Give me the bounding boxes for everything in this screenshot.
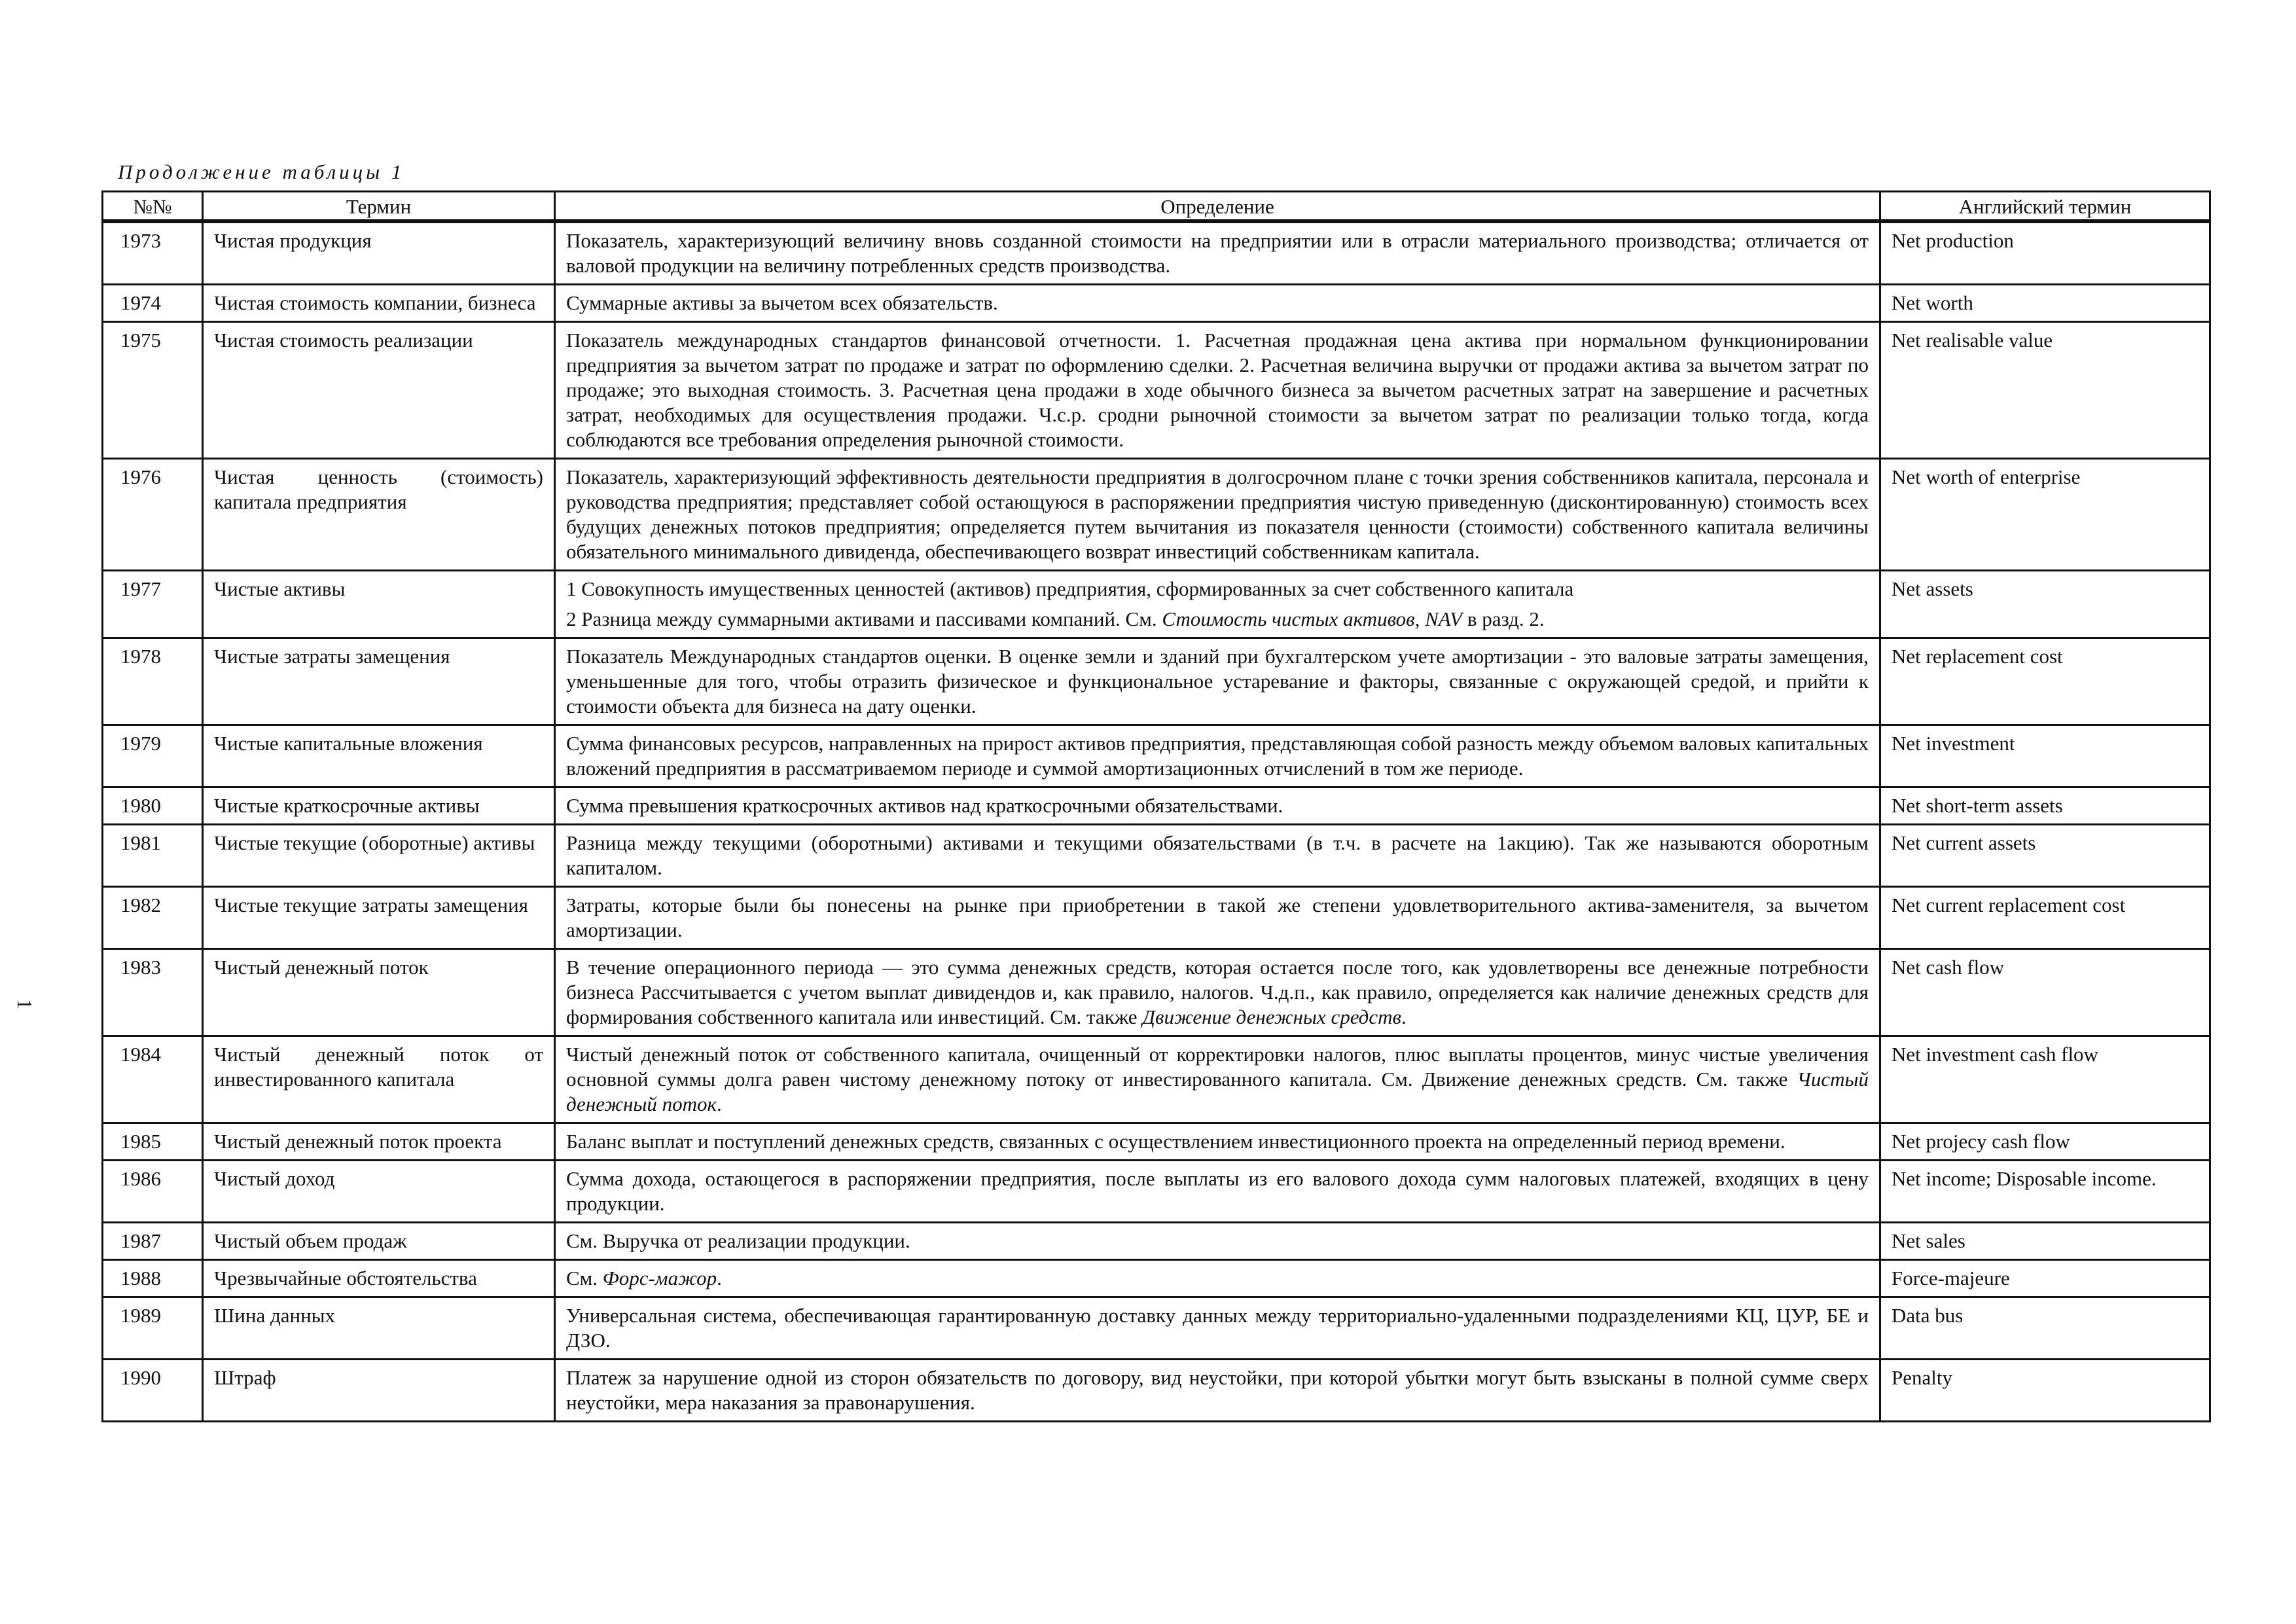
term-definition (555, 825, 1880, 887)
definition-text: Разница между текущими (оборотными) активами и текущими обязательствами (в т.ч. в расчете на 1акцию). Так же называются оборотным капиталом. (566, 831, 1869, 879)
term-russian: Чистый денежный поток от инвестированного капитала (203, 1036, 555, 1123)
definition-text: Сумма финансовых ресурсов, направленных на прирост активов предприятия, представляющая собой разность между объемом валовых капитальных вложений предприятия в рассматриваемом периоде и суммой амортизационных отчислений в том же периоде. (566, 732, 1869, 780)
definition-line (566, 1365, 1869, 1415)
term-english: Net assets (1880, 571, 2210, 638)
definition-line (566, 1166, 1869, 1216)
cross-reference: Чистый денежный поток (566, 1068, 1869, 1115)
term-english: Net investment cash flow (1880, 1036, 2210, 1123)
definition-line (566, 607, 1869, 632)
term-definition (555, 949, 1880, 1036)
header-number: №№ (103, 192, 203, 222)
term-russian: Чистые капитальные вложения (203, 725, 555, 787)
table-row (103, 1223, 2210, 1260)
term-number: 1985 (103, 1123, 203, 1161)
term-russian: Чистые текущие (оборотные) активы (203, 825, 555, 887)
page-number: 1 (13, 999, 37, 1009)
definition-text: Показатель, характеризующий величину вновь созданной стоимости на предприятии или в отрасли материального производства; отличается от валовой продукции на величину потребленных средств производства. (566, 229, 1869, 277)
definition-text: Баланс выплат и поступлений денежных средств, связанных с осуществлением инвестиционного проекта на определенный период времени. (566, 1130, 1785, 1153)
term-definition (555, 1036, 1880, 1123)
term-number: 1977 (103, 571, 203, 638)
table-row (103, 1036, 2210, 1123)
definition-text: Сумма дохода, остающегося в распоряжении предприятия, после выплаты из его валового дохода сумм налоговых платежей, входящих в цену продукции. (566, 1167, 1869, 1215)
term-number: 1976 (103, 459, 203, 571)
term-russian: Чистые краткосрочные активы (203, 787, 555, 825)
definition-line (566, 1266, 1869, 1291)
term-number: 1981 (103, 825, 203, 887)
table-row (103, 459, 2210, 571)
term-russian: Чистая стоимость компании, бизнеса (203, 285, 555, 322)
definition-text: См. Выручка от реализации продукции. (566, 1229, 910, 1252)
table-body (103, 221, 2210, 1422)
header-term: Термин (203, 192, 555, 222)
definition-line (566, 1303, 1869, 1353)
term-english: Net current assets (1880, 825, 2210, 887)
definition-line (566, 291, 1869, 316)
term-definition (555, 571, 1880, 638)
term-russian: Чистые текущие затраты замещения (203, 887, 555, 949)
term-definition (555, 725, 1880, 787)
term-definition (555, 459, 1880, 571)
term-number: 1974 (103, 285, 203, 322)
term-russian: Чистый объем продаж (203, 1223, 555, 1260)
term-english: Net investment (1880, 725, 2210, 787)
definition-text: 1 Совокупность имущественных ценностей (активов) предприятия, сформированных за счет собственного капитала (566, 577, 1574, 600)
term-english: Net short-term assets (1880, 787, 2210, 825)
cross-reference: Форс-мажор (602, 1267, 717, 1290)
definition-tail: . (717, 1267, 722, 1290)
definition-tail: . (717, 1092, 722, 1115)
definition-text: Чистый денежный поток от собственного капитала, очищенный от корректировки налогов, плюс выплаты процентов, минус чистые увеличения основной суммы долга равен чистому денежному потоку от инвестированного капитала. См. Движение денежных средств. См. также (566, 1043, 1869, 1091)
definition-text: Показатель, характеризующий эффективность деятельности предприятия в долгосрочном плане с точки зрения собственников капитала, персонала и руководства предприятия; представляет собой остающуюся в распоряжении предприятия чистую приведенную (дисконтированную) стоимость всех будущих денежных потоков предприятия; определяется путем вычитания из показателя ценности (стоимости) собственного капитала величины обязательного минимального дивиденда, обеспечивающего возврат инвестиций собственникам капитала. (566, 465, 1869, 563)
cross-reference: Стоимость чистых активов, NAV (1162, 607, 1463, 630)
term-number: 1973 (103, 221, 203, 285)
term-number: 1986 (103, 1161, 203, 1223)
definition-line (566, 831, 1869, 880)
term-russian: Чистая ценность (стоимость) капитала предприятия (203, 459, 555, 571)
definition-line (566, 893, 1869, 943)
term-definition (555, 1360, 1880, 1422)
term-number: 1988 (103, 1260, 203, 1297)
definition-text: В течение операционного периода — это сумма денежных средств, которая остается после того, как удовлетворены все денежные потребности бизнеса Рассчитывается с учетом выплат дивидендов и, как правило, налогов. Ч.д.п., как правило, определяется как наличие денежных средств для формирования собственного капитала или инвестиций. См. также (566, 956, 1869, 1028)
term-english: Net sales (1880, 1223, 2210, 1260)
definition-tail: в разд. 2. (1462, 607, 1545, 630)
definition-text: Сумма превышения краткосрочных активов над краткосрочными обязательствами. (566, 794, 1283, 817)
term-english: Net production (1880, 221, 2210, 285)
table-caption: Продолжение таблицы 1 (118, 160, 405, 183)
table-row (103, 725, 2210, 787)
term-number: 1982 (103, 887, 203, 949)
term-number: 1979 (103, 725, 203, 787)
table-row (103, 1123, 2210, 1161)
term-english: Net current replacement cost (1880, 887, 2210, 949)
term-english: Net realisable value (1880, 322, 2210, 459)
term-number: 1978 (103, 638, 203, 725)
table-row (103, 1161, 2210, 1223)
term-definition (555, 1297, 1880, 1360)
table-row (103, 825, 2210, 887)
term-english: Net worth (1880, 285, 2210, 322)
header-definition: Определение (555, 192, 1880, 222)
definition-text: Суммарные активы за вычетом всех обязательств. (566, 291, 998, 314)
definition-line (566, 644, 1869, 719)
term-english: Force-majeure (1880, 1260, 2210, 1297)
term-russian: Чистый денежный поток (203, 949, 555, 1036)
definition-text: Платеж за нарушение одной из сторон обязательств по договору, вид неустойки, при которой убытки могут быть взысканы в полной сумме сверх неустойки, мера наказания за правонарушения. (566, 1366, 1869, 1414)
term-english: Penalty (1880, 1360, 2210, 1422)
definition-line (566, 793, 1869, 818)
term-russian: Чистая продукция (203, 221, 555, 285)
table-row (103, 787, 2210, 825)
term-number: 1989 (103, 1297, 203, 1360)
term-number: 1984 (103, 1036, 203, 1123)
table-row (103, 1260, 2210, 1297)
term-number: 1980 (103, 787, 203, 825)
definition-line (566, 731, 1869, 781)
definition-text: 2 Разница между суммарными активами и пассивами компаний. См. (566, 607, 1162, 630)
term-definition (555, 638, 1880, 725)
term-russian: Штраф (203, 1360, 555, 1422)
term-russian: Чистый денежный поток проекта (203, 1123, 555, 1161)
definition-text: Затраты, которые были бы понесены на рынке при приобретении в такой же степени удовлетворительного актива-заменителя, за вычетом амортизации. (566, 893, 1869, 941)
term-english: Net income; Disposable income. (1880, 1161, 2210, 1223)
definition-line (566, 1042, 1869, 1117)
definition-text: Универсальная система, обеспечивающая гарантированную доставку данных между территориально-удаленными подразделениями КЦ, ЦУР, БЕ и ДЗО. (566, 1304, 1869, 1352)
term-english: Net projecy cash flow (1880, 1123, 2210, 1161)
definition-tail: . (1401, 1005, 1407, 1028)
table-row (103, 887, 2210, 949)
term-number: 1983 (103, 949, 203, 1036)
term-russian: Чистая стоимость реализации (203, 322, 555, 459)
term-russian: Чрезвычайные обстоятельства (203, 1260, 555, 1297)
term-russian: Чистый доход (203, 1161, 555, 1223)
term-english: Net worth of enterprise (1880, 459, 2210, 571)
table-row (103, 285, 2210, 322)
term-definition (555, 1161, 1880, 1223)
term-number: 1987 (103, 1223, 203, 1260)
term-number: 1975 (103, 322, 203, 459)
term-definition (555, 285, 1880, 322)
term-russian: Чистые затраты замещения (203, 638, 555, 725)
definition-line (566, 577, 1869, 602)
header-english-term: Английский термин (1880, 192, 2210, 222)
table-header-row (103, 192, 2210, 222)
term-definition (555, 1223, 1880, 1260)
term-definition (555, 1260, 1880, 1297)
term-definition (555, 221, 1880, 285)
definition-line (566, 465, 1869, 564)
definition-text: Показатель Международных стандартов оценки. В оценке земли и зданий при бухгалтерском учете амортизации - это валовые затраты замещения, уменьшенные для того, чтобы отразить физическое и функциональное устаревание и факторы, связанные с окружающей средой, и прийти к стоимости объекта для бизнеса на дату оценки. (566, 645, 1869, 717)
table-row (103, 638, 2210, 725)
definition-text: См. (566, 1267, 603, 1290)
glossary-table (101, 190, 2211, 1422)
term-english: Net replacement cost (1880, 638, 2210, 725)
table-row (103, 571, 2210, 638)
definition-line (566, 228, 1869, 278)
table-row (103, 1297, 2210, 1360)
cross-reference: Движение денежных средств (1142, 1005, 1401, 1028)
term-definition (555, 322, 1880, 459)
term-definition (555, 787, 1880, 825)
term-english: Net cash flow (1880, 949, 2210, 1036)
definition-line (566, 1129, 1869, 1154)
table-row (103, 949, 2210, 1036)
definition-line (566, 955, 1869, 1030)
term-english: Data bus (1880, 1297, 2210, 1360)
term-definition (555, 1123, 1880, 1161)
definition-text: Показатель международных стандартов финансовой отчетности. 1. Расчетная продажная цена актива при нормальном функционировании предприятия за вычетом затрат по продаже и затрат по оформлению сделки. 2. Расчетная величина выручки от продажи актива за вычетом затрат по продаже; это выходная стоимость. 3. Расчетная цена продажи в ходе обычного бизнеса за вычетом расчетных затрат на завершение и расчетных затрат, необходимых для осуществления продажи. Ч.с.р. сродни рыночной стоимости за вычетом затрат по реализации только тогда, когда соблюдаются все требования определения рыночной стоимости. (566, 329, 1869, 451)
term-russian: Шина данных (203, 1297, 555, 1360)
term-russian: Чистые активы (203, 571, 555, 638)
table-row (103, 221, 2210, 285)
definition-line (566, 328, 1869, 452)
table-row (103, 1360, 2210, 1422)
table-row (103, 322, 2210, 459)
term-number: 1990 (103, 1360, 203, 1422)
definition-line (566, 1229, 1869, 1254)
term-definition (555, 887, 1880, 949)
